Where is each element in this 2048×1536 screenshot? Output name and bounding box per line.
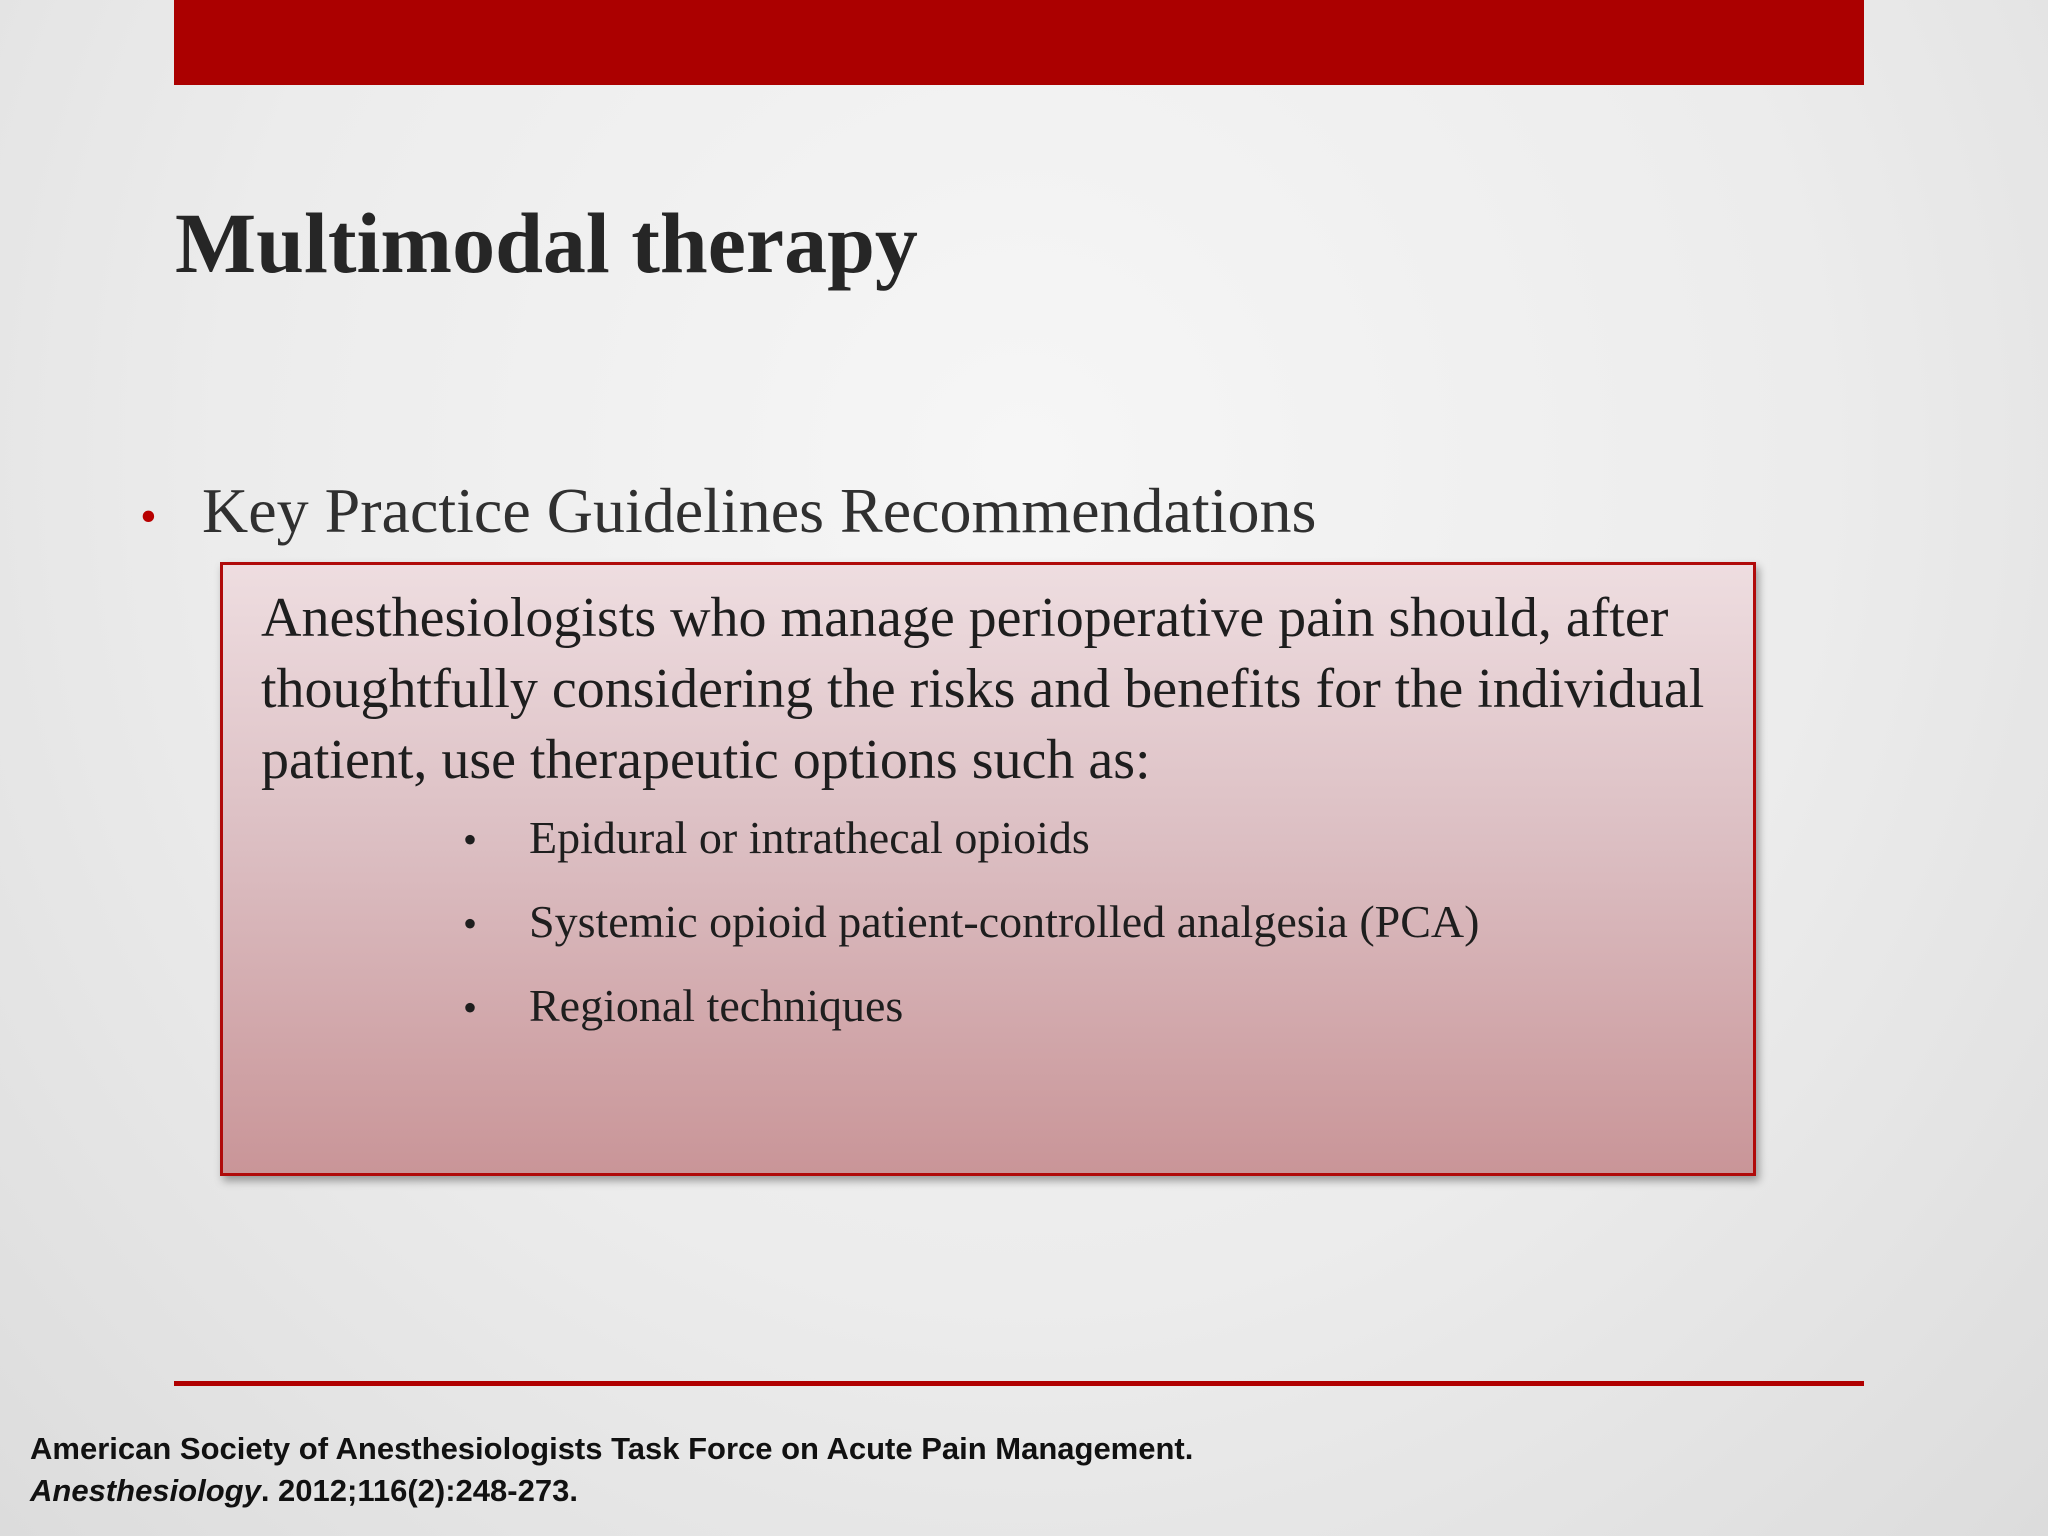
bullet-marker: • [463,817,478,862]
bullet-marker: • [463,985,478,1030]
citation-journal: Anesthesiology [30,1473,261,1508]
citation-line-1: American Society of Anesthesiologists Task Force on Acute Pain Management. [30,1431,1194,1466]
list-item-text: Systemic opioid patient-controlled analgesia (PCA) [529,896,1480,947]
main-bullet-text: Key Practice Guidelines Recommendations [202,475,1317,546]
list-item [463,979,1479,1063]
list-item-text: Regional techniques [529,980,904,1031]
citation-details: . 2012;116(2):248-273. [260,1473,578,1508]
list-item [463,895,1479,979]
slide-title: Multimodal therapy [175,195,918,291]
therapeutic-options-list [463,811,1479,1063]
top-accent-bar [174,0,1864,85]
list-item-text: Epidural or intrathecal opioids [529,812,1090,863]
main-bullet-item [140,474,1316,548]
citation-line-2 [30,1470,1193,1512]
bottom-divider [174,1381,1864,1386]
citation [30,1428,1193,1512]
bullet-marker: • [140,490,157,543]
recommendation-box [220,562,1756,1176]
list-item [463,811,1479,895]
bullet-marker: • [463,901,478,946]
recommendation-paragraph: Anesthesiologists who manage perioperative pain should, after thoughtfully considering the risks and benefits for the individual patient, use therapeutic options such as: [261,587,1705,791]
